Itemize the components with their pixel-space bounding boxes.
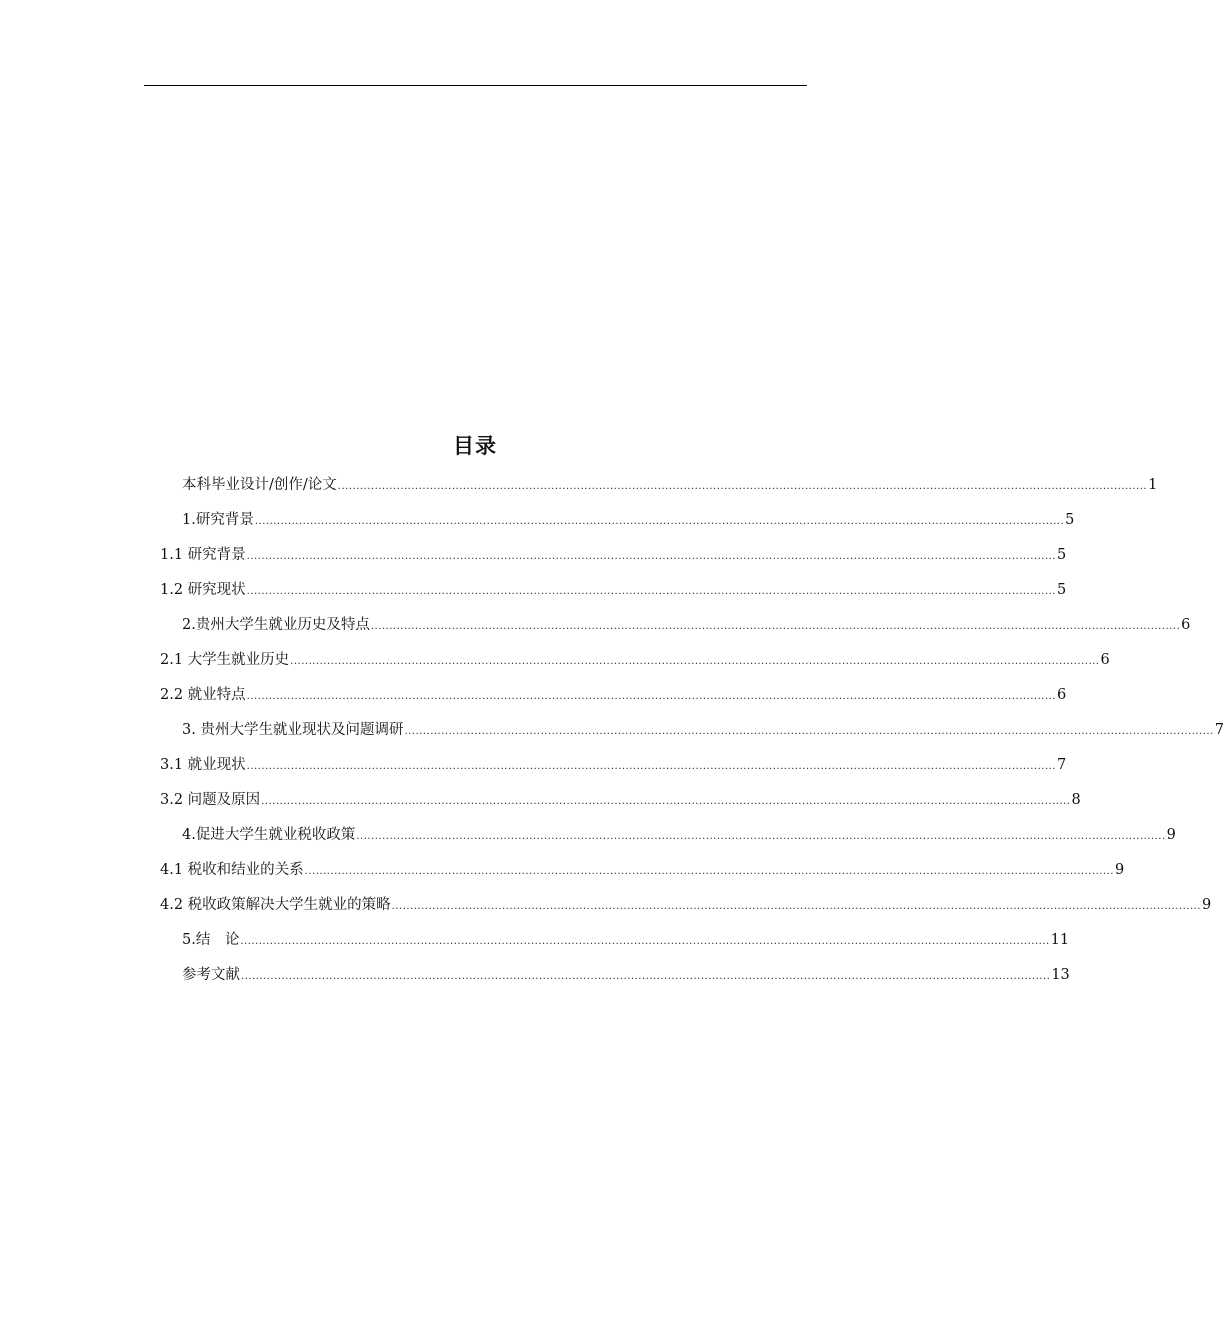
toc-leader-dots: ............................................................................................................................................................................................................................ — [404, 726, 1214, 737]
toc-entry[interactable] — [182, 719, 1224, 741]
toc-entry-label: 3. 贵州大学生就业现状及问题调研 — [182, 722, 404, 738]
toc-entry-page: 6 — [1057, 687, 1067, 703]
toc-entry-label: 2.1 大学生就业历史 — [160, 652, 290, 668]
toc-entry-page: 9 — [1166, 827, 1176, 843]
toc-leader-dots: ............................................................................................................................................................................................................................ — [254, 516, 1065, 527]
toc-leader-dots: ............................................................................................................................................................................................................................ — [246, 761, 1056, 772]
toc-entry[interactable] — [160, 789, 1081, 811]
toc-entry[interactable] — [160, 859, 1125, 881]
toc-entry[interactable] — [182, 614, 1191, 636]
toc-entry-page: 6 — [1100, 652, 1110, 668]
toc-entry[interactable] — [160, 894, 1212, 916]
toc-entry-label: 参考文献 — [182, 967, 240, 983]
toc-entry-label: 1.1 研究背景 — [160, 547, 246, 563]
toc-entry-label: 4.促进大学生就业税收政策 — [182, 827, 356, 843]
toc-entry-label: 2.贵州大学生就业历史及特点 — [182, 617, 370, 633]
toc-entry-page: 6 — [1181, 617, 1191, 633]
toc-leader-dots: ............................................................................................................................................................................................................................ — [290, 656, 1100, 667]
toc-entry-page: 11 — [1050, 932, 1070, 948]
toc-entry[interactable] — [182, 824, 1176, 846]
toc-entry-label: 5.结 论 — [182, 932, 240, 948]
toc-entry-label: 1.研究背景 — [182, 512, 254, 528]
toc-entry-page: 8 — [1071, 792, 1081, 808]
toc-entry-label: 1.2 研究现状 — [160, 582, 246, 598]
toc-leader-dots: ............................................................................................................................................................................................................................ — [246, 691, 1056, 702]
toc-entry-page: 1 — [1148, 477, 1158, 493]
toc-entry[interactable] — [160, 754, 1067, 776]
toc-leader-dots: ............................................................................................................................................................................................................................ — [240, 936, 1050, 947]
toc-leader-dots: ............................................................................................................................................................................................................................ — [337, 481, 1148, 492]
toc-entry-label: 3.1 就业现状 — [160, 757, 246, 773]
toc-entry[interactable] — [160, 544, 1067, 566]
toc-entry[interactable] — [160, 649, 1110, 671]
toc-entry-page: 5 — [1065, 512, 1075, 528]
header-rule — [144, 85, 807, 86]
toc-leader-dots: ............................................................................................................................................................................................................................ — [356, 831, 1166, 842]
toc-entry-page: 9 — [1202, 897, 1212, 913]
toc-entry-page: 9 — [1115, 862, 1125, 878]
toc-leader-dots: ............................................................................................................................................................................................................................ — [391, 901, 1201, 912]
toc-entry[interactable] — [160, 579, 1067, 601]
toc-entry-page: 5 — [1057, 547, 1067, 563]
toc-entry-label: 4.1 税收和结业的关系 — [160, 862, 304, 878]
toc-entry-page: 13 — [1051, 967, 1070, 983]
toc-entry[interactable] — [182, 474, 1158, 496]
toc-entry-page: 7 — [1057, 757, 1067, 773]
toc-entry[interactable] — [182, 964, 1070, 986]
toc-entry-page: 5 — [1057, 582, 1067, 598]
toc-entry[interactable] — [182, 929, 1070, 951]
toc-entry-label: 3.2 问题及原因 — [160, 792, 261, 808]
toc-entry-label: 2.2 就业特点 — [160, 687, 246, 703]
toc-title: 目录 — [453, 434, 497, 458]
toc-leader-dots: ............................................................................................................................................................................................................................ — [246, 586, 1056, 597]
toc-leader-dots: ............................................................................................................................................................................................................................ — [370, 621, 1181, 632]
toc-leader-dots: ............................................................................................................................................................................................................................ — [261, 796, 1071, 807]
toc-leader-dots: ............................................................................................................................................................................................................................ — [304, 866, 1114, 877]
toc-entry-page: 7 — [1214, 722, 1224, 738]
toc-entry-label: 4.2 税收政策解决大学生就业的策略 — [160, 897, 391, 913]
toc-entry[interactable] — [160, 684, 1067, 706]
toc-entry[interactable] — [182, 509, 1075, 531]
toc-leader-dots: ............................................................................................................................................................................................................................ — [241, 971, 1051, 982]
toc-entry-label: 本科毕业设计/创作/论文 — [182, 477, 337, 493]
toc-leader-dots: ............................................................................................................................................................................................................................ — [246, 551, 1056, 562]
